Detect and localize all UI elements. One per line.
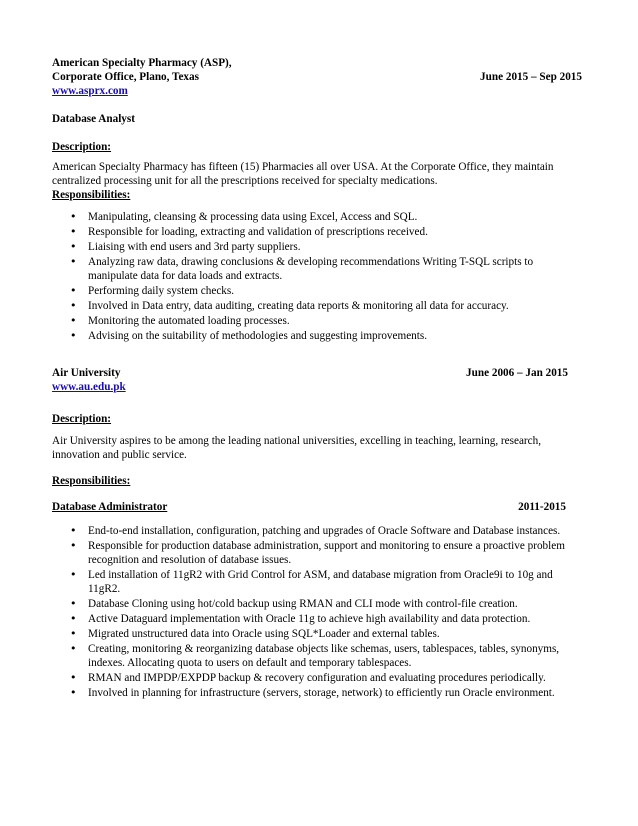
job1-location: Corporate Office, Plano, Texas	[52, 71, 199, 83]
job1-location-row	[52, 70, 582, 84]
job2-company: Air University	[52, 367, 121, 379]
list-item: • Liaising with end users and 3rd party suppliers.	[88, 240, 582, 254]
list-item: • Active Dataguard implementation with Oracle 11g to achieve high availability and data protection.	[88, 612, 582, 626]
list-item: • Manipulating, cleansing & processing data using Excel, Access and SQL.	[88, 210, 582, 224]
list-item: • Involved in planning for infrastructure (servers, storage, network) to efficiently run Oracle environment.	[88, 686, 582, 700]
list-item: • Analyzing raw data, drawing conclusions & developing recommendations Writing T-SQL scripts to manipulate data for data loads and extracts.	[88, 255, 582, 283]
job1-responsibilities-heading: Responsibilities:	[52, 189, 131, 201]
list-item: • Migrated unstructured data into Oracle using SQL*Loader and external tables.	[88, 627, 582, 641]
job1-bullet-list	[52, 210, 582, 343]
job2-description-heading: Description:	[52, 413, 112, 425]
resume-page	[52, 56, 582, 701]
job2-responsibilities-heading: Responsibilities:	[52, 475, 131, 487]
list-item: • Database Cloning using hot/cold backup using RMAN and CLI mode with control-file creation.	[88, 597, 582, 611]
job2-bullet-list	[52, 524, 582, 700]
job1-description: American Specialty Pharmacy has fifteen (15) Pharmacies all over USA. At the Corporate Office, they maintain centralized processing unit for all the prescriptions received for specialty medications.	[52, 161, 554, 187]
list-item: • Responsible for production database administration, support and monitoring to ensure a proactive problem recognition and resolution of database issues.	[88, 539, 582, 567]
list-item: • RMAN and IMPDP/EXPDP backup & recovery configuration and evaluating procedures periodically.	[88, 671, 582, 685]
job2-dates: June 2006 – Jan 2015	[466, 367, 568, 379]
job2-role-dates: 2011-2015	[518, 501, 566, 513]
list-item: • Advising on the suitability of methodologies and suggesting improvements.	[88, 329, 582, 343]
job2-header-row	[52, 366, 582, 380]
job2-description: Air University aspires to be among the leading national universities, excelling in teaching, learning, research, innovation and public service.	[52, 435, 541, 461]
job2-role-row	[52, 500, 582, 514]
job1-company: American Specialty Pharmacy (ASP),	[52, 57, 232, 69]
job1-title: Database Analyst	[52, 113, 135, 125]
job2-website-link[interactable]: www.au.edu.pk	[52, 381, 126, 393]
job1-dates: June 2015 – Sep 2015	[480, 71, 582, 83]
list-item: • Monitoring the automated loading processes.	[88, 314, 582, 328]
job2-role: Database Administrator	[52, 501, 168, 513]
job1-description-heading: Description:	[52, 141, 112, 153]
list-item: • Involved in Data entry, data auditing, creating data reports & monitoring all data for accuracy.	[88, 299, 582, 313]
list-item: • End-to-end installation, configuration, patching and upgrades of Oracle Software and Database instances.	[88, 524, 582, 538]
list-item: • Responsible for loading, extracting and validation of prescriptions received.	[88, 225, 582, 239]
list-item: • Creating, monitoring & reorganizing database objects like schemas, users, tablespaces, tables, synonyms, indexes. Allocating quota to users on default and temporary tablespaces.	[88, 642, 582, 670]
list-item: • Led installation of 11gR2 with Grid Control for ASM, and database migration from Oracle9i to 10g and 11gR2.	[88, 568, 582, 596]
job1-website-link[interactable]: www.asprx.com	[52, 85, 128, 97]
list-item: • Performing daily system checks.	[88, 284, 582, 298]
